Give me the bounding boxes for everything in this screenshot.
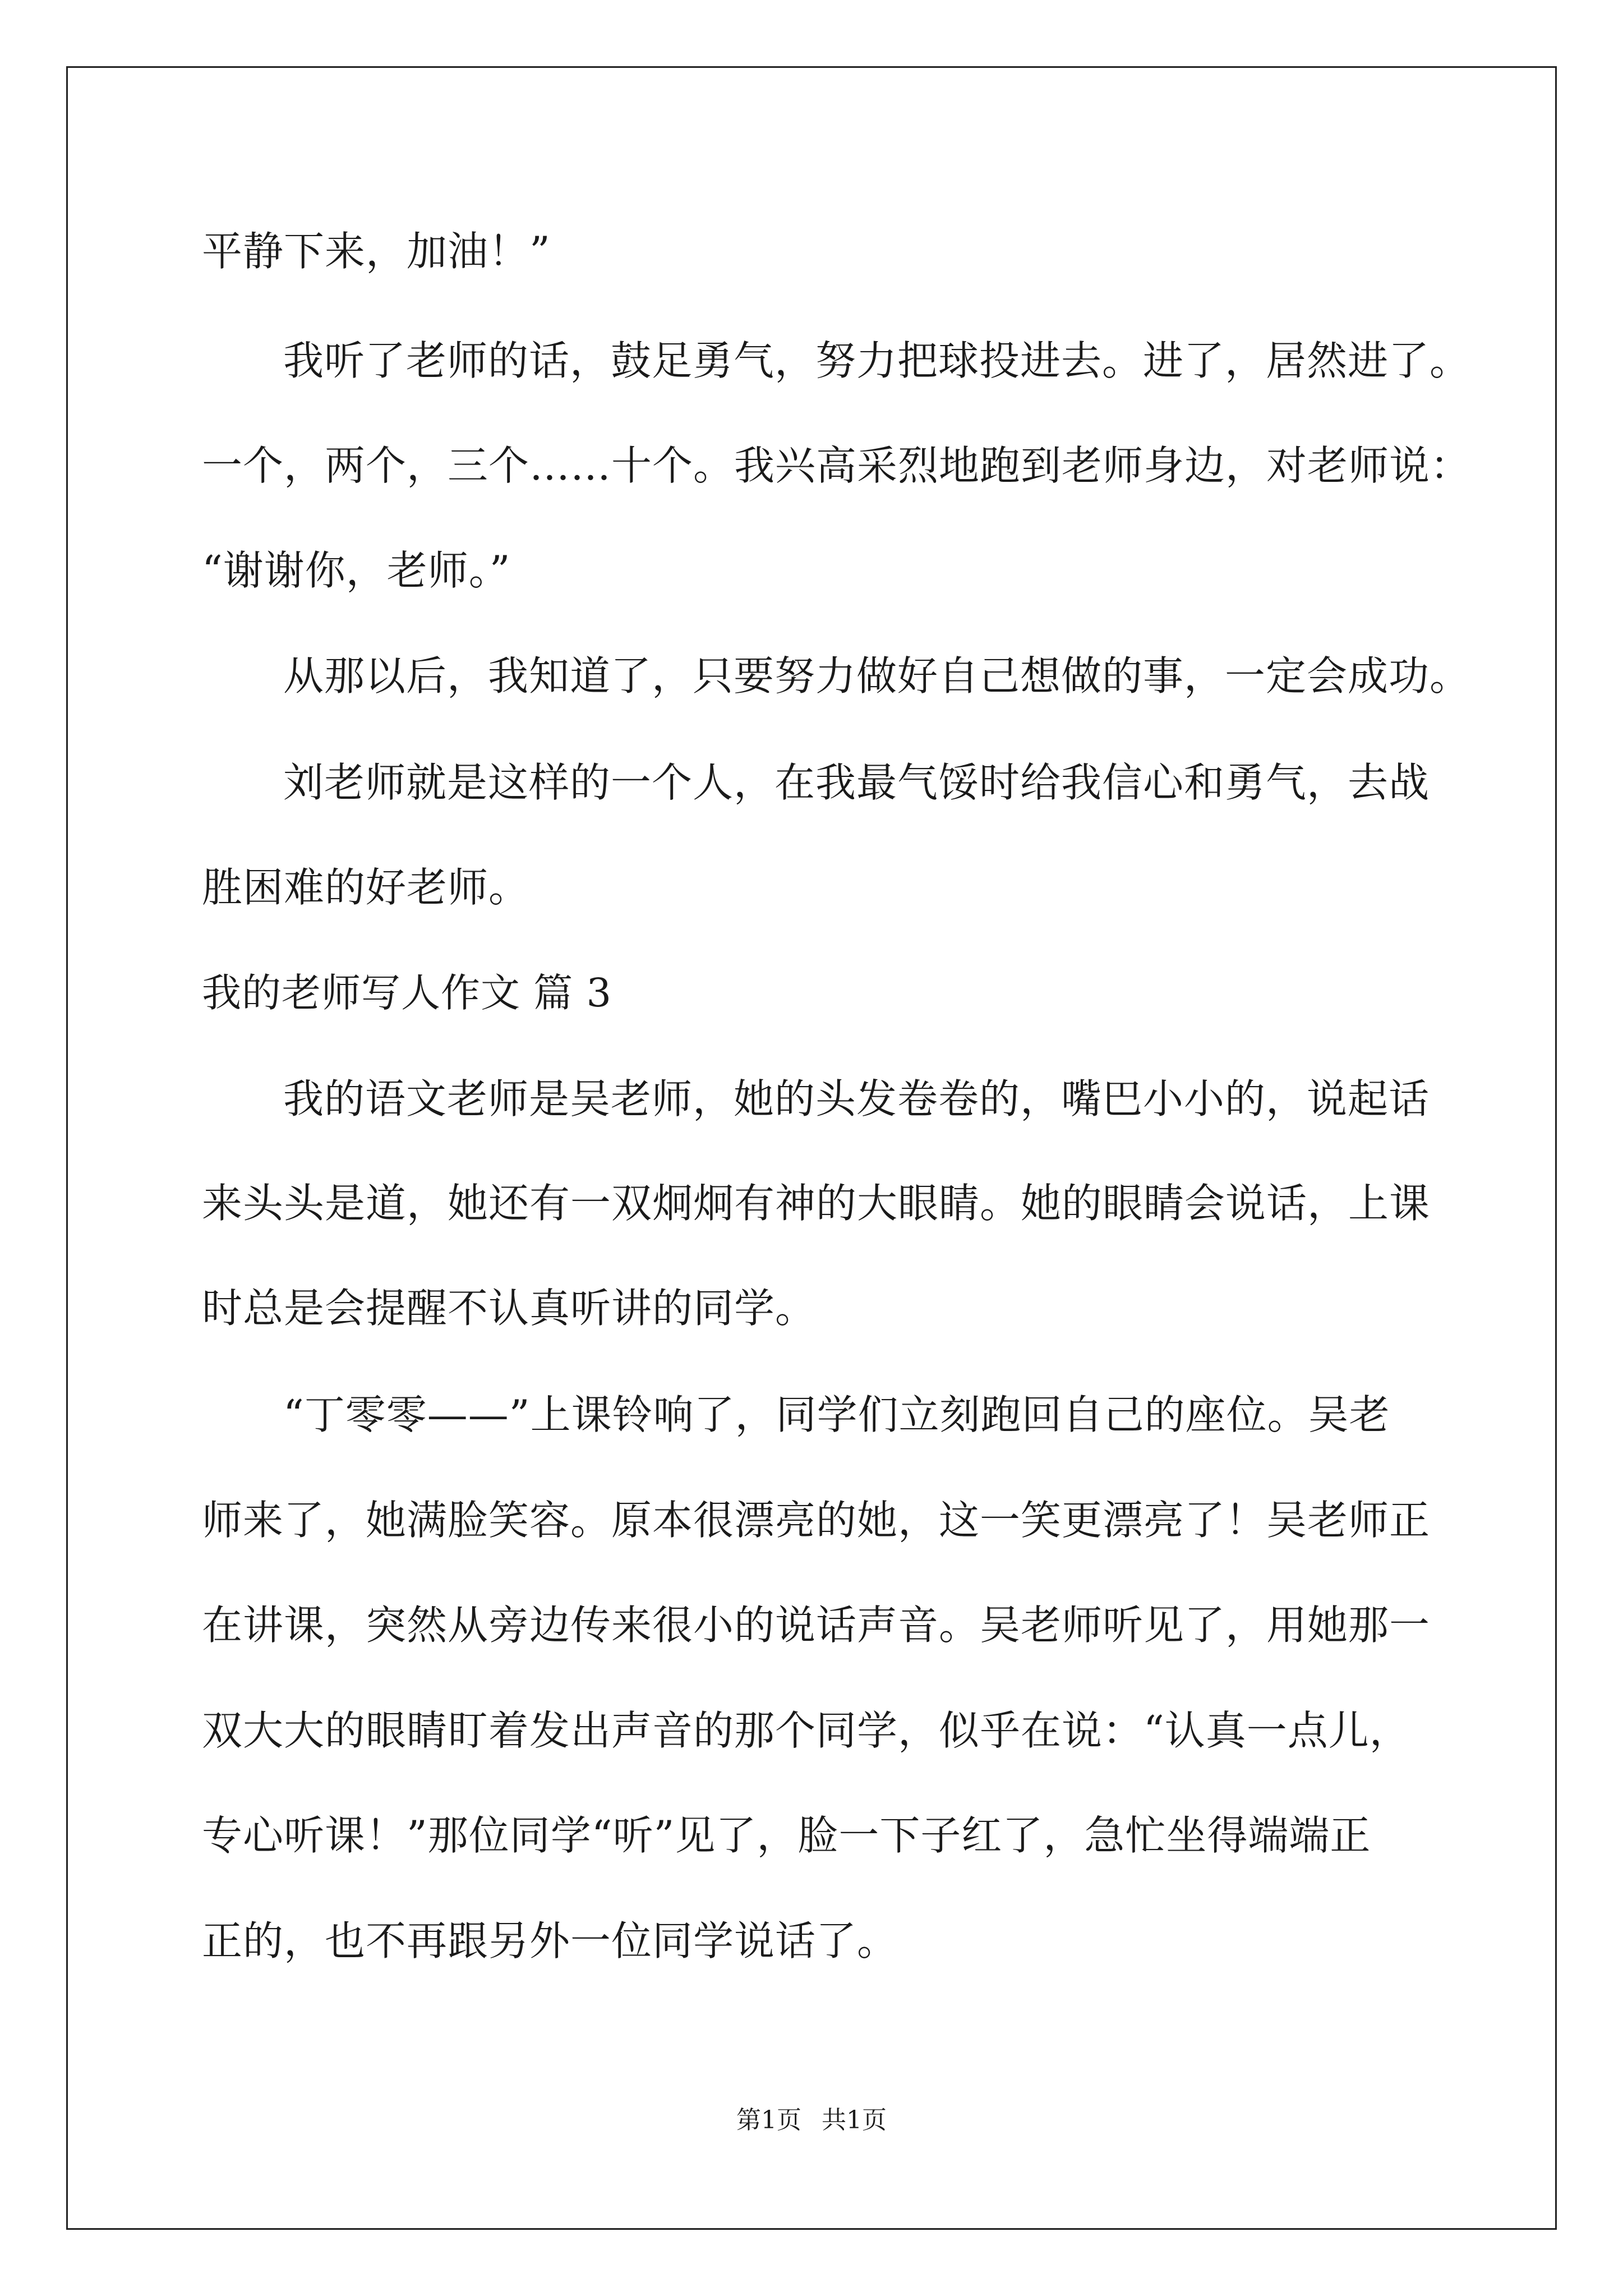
text-line: 正的，也不再跟另外一位同学说话了。 (202, 1917, 898, 1964)
paragraph-first-line: “丁零零——”上课铃响了，同学们立刻跑回自己的座位。吴老 (283, 1391, 1390, 1438)
section-heading: 我的老师写人作文 篇 3 (202, 970, 612, 1016)
text-line: 专心听课！”那位同学“听”见了，脸一下子红了，急忙坐得端端正 (202, 1812, 1371, 1859)
text-line: 在讲课，突然从旁边传来很小的说话声音。吴老师听见了，用她那一 (202, 1602, 1431, 1649)
paragraph-first-line: 我的语文老师是吴老师，她的头发卷卷的，嘴巴小小的，说起话 (283, 1075, 1430, 1122)
text-line: 胜困难的好老师。 (202, 864, 530, 911)
paragraph-first-line: 刘老师就是这样的一个人，在我最气馁时给我信心和勇气，去战 (283, 759, 1430, 806)
page-footer (0, 2104, 1623, 2137)
paragraph-first-line: 从那以后，我知道了，只要努力做好自己想做的事，一定会成功。 (283, 652, 1471, 700)
text-line: 师来了，她满脸笑容。原本很漂亮的她，这一笑更漂亮了！吴老师正 (202, 1497, 1431, 1544)
text-line: 平静下来，加油！” (202, 228, 551, 275)
text-line: 一个，两个，三个……十个。我兴高采烈地跑到老师身边，对老师说： (202, 442, 1472, 489)
page-number-total: 共1页 (822, 2106, 887, 2134)
text-line: 时总是会提醒不认真听讲的同学。 (202, 1285, 817, 1332)
text-line: “谢谢你，老师。” (202, 547, 511, 594)
text-line: 来头头是道，她还有一双炯炯有神的大眼睛。她的眼睛会说话，上课 (202, 1180, 1431, 1227)
paragraph-first-line: 我听了老师的话，鼓足勇气，努力把球投进去。进了，居然进了。 (283, 337, 1471, 384)
page-number-current: 第1页 (736, 2106, 801, 2134)
text-line: 双大大的眼睛盯着发出声音的那个同学，似乎在说：“认真一点儿， (202, 1707, 1410, 1754)
page-border (66, 66, 1557, 2230)
